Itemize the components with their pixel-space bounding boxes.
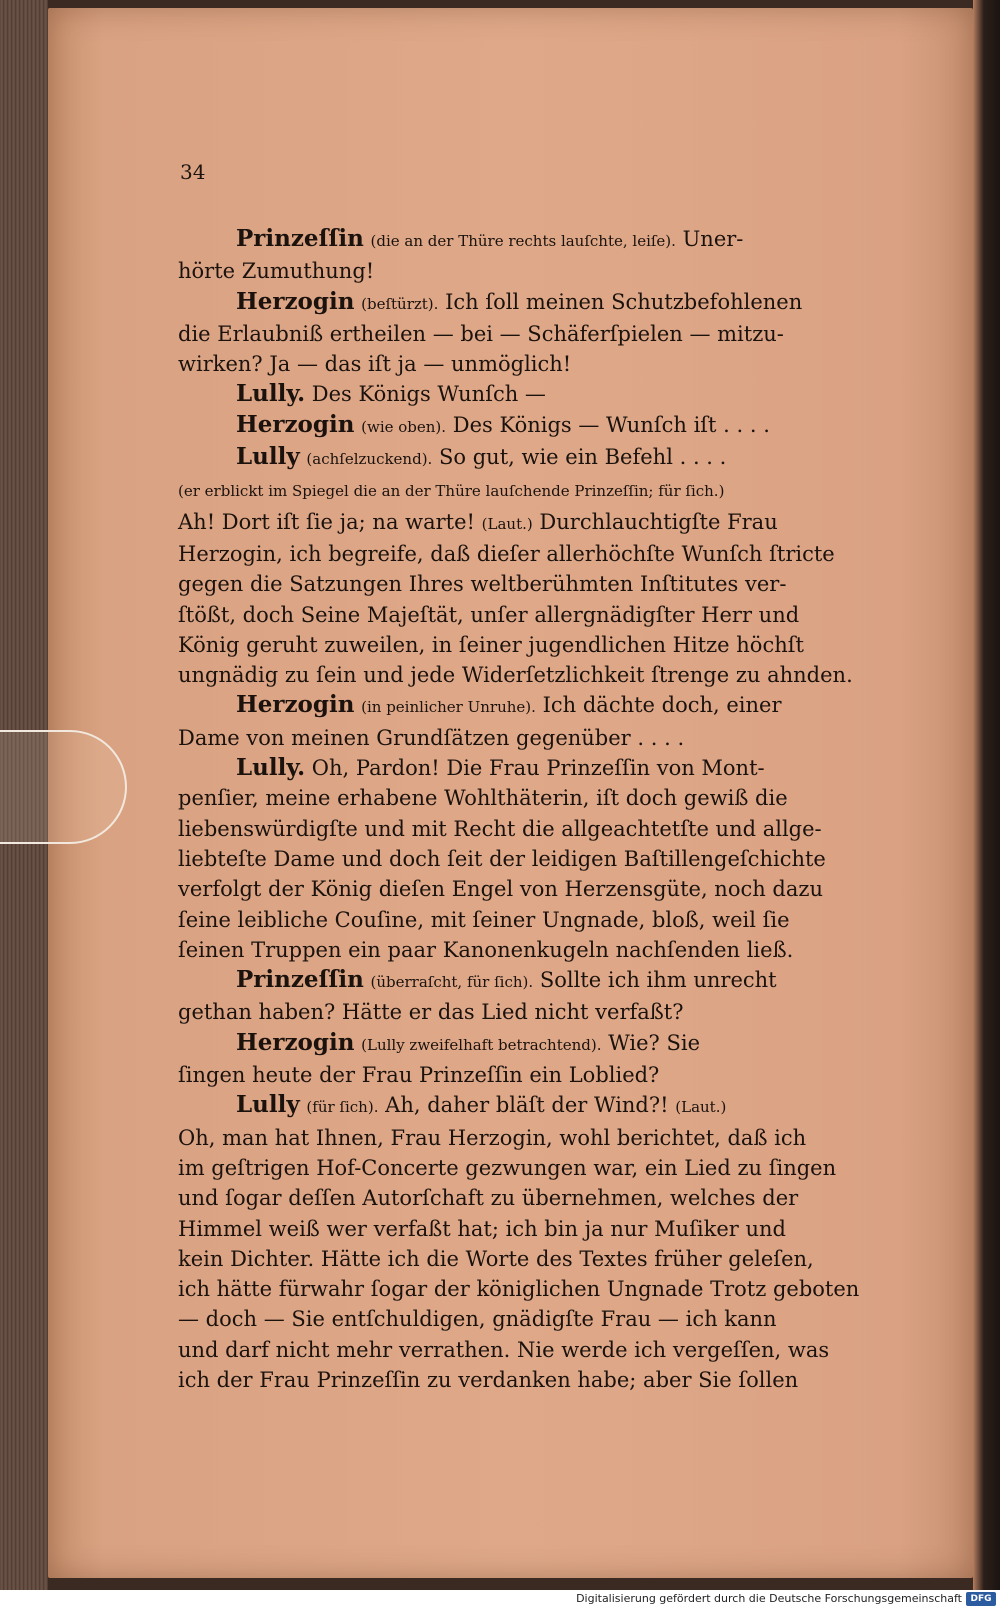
stage-direction: (beſtürzt). [361, 294, 439, 313]
text-line [178, 379, 903, 409]
speaker-name: Herzogin [236, 1028, 355, 1056]
line-text: Oh, Pardon! Die Frau Prinzeſſin von Mont- [311, 756, 765, 781]
stage-direction: (in peinlicher Unruhe). [361, 698, 536, 717]
text-line [178, 844, 903, 874]
text-line [178, 1214, 903, 1244]
line-text: kein Dichter. Hätte ich die Worte des Textes früher geleſen, [178, 1246, 814, 1271]
text-line [178, 1304, 903, 1334]
line-text: Durchlauchtigſte Frau [539, 509, 778, 534]
text-line [178, 1153, 903, 1183]
text-line [178, 474, 903, 506]
line-text: gethan haben? Hätte er das Lied nicht verfaßt? [178, 1000, 684, 1025]
line-text: Himmel weiß wer verfaßt hat; ich bin ja nur Muſiker und [178, 1216, 786, 1241]
footer-credit: Digitalisierung gefördert durch die Deutsche Forschungsgemeinschaft [576, 1592, 962, 1605]
text-line [178, 287, 903, 319]
line-text: Ah! Dort iſt ſie ja; na warte! [178, 509, 482, 534]
text-line [178, 723, 903, 753]
line-text: penſier, meine erhabene Wohlthäterin, iſt doch gewiß die [178, 786, 788, 811]
line-text: im geſtrigen Hof-Concerte gezwungen war, ein Lied zu ſingen [178, 1155, 837, 1180]
text-line [178, 1090, 903, 1122]
speaker-name: Prinzeſſin [236, 225, 364, 252]
text-line [178, 814, 903, 844]
stage-direction: (für ſich). [306, 1098, 379, 1117]
page-tab-marker [0, 730, 127, 844]
speaker-name: Lully [236, 1091, 300, 1119]
text-line [178, 1274, 903, 1304]
line-text: Uner- [682, 227, 744, 251]
line-text: ſeinen Truppen ein paar Kanonenkugeln nachſenden ließ. [178, 937, 794, 962]
text-line [178, 630, 903, 660]
text-line [178, 874, 903, 904]
text-line [178, 256, 903, 286]
text-line [178, 1244, 903, 1274]
text-line [178, 569, 903, 599]
line-text: hörte Zumuthung! [178, 259, 375, 284]
speaker-name: Lully [236, 443, 300, 471]
text-line [178, 935, 903, 965]
line-text: ſeine leibliche Couſine, mit ſeiner Ungnade, bloß, weil ſie [178, 907, 790, 932]
stage-direction: (überraſcht, für ſich). [370, 973, 534, 992]
stage-direction: (er erblickt im Spiegel die an der Thüre lauſchende Prinzeſſin; für ſich.) [178, 482, 725, 501]
line-text: Des Königs — Wunſch iſt . . . . [452, 412, 770, 437]
text-line [178, 507, 903, 539]
text-line [178, 1365, 903, 1395]
speaker-name: Herzogin [236, 287, 355, 315]
text-line [178, 783, 903, 813]
text-line [178, 1028, 903, 1060]
text-line [178, 1183, 903, 1213]
line-text: ungnädig zu ſein und jede Widerſetzlichkeit ſtrenge zu ahnden. [178, 663, 853, 688]
stage-direction: (Laut.) [481, 514, 533, 533]
text-line [178, 224, 903, 256]
line-text: Wie? Sie [608, 1030, 701, 1055]
line-text: ſingen heute der Frau Prinzeſſin ein Loblied? [178, 1063, 660, 1088]
text-line [178, 753, 903, 783]
line-text: — doch — Sie entſchuldigen, gnädigſte Frau — ich kann [178, 1307, 777, 1332]
text-line [178, 905, 903, 935]
line-text: Oh, man hat Ihnen, Frau Herzogin, wohl berichtet, daß ich [178, 1125, 807, 1150]
line-text: wirken? Ja — das iſt ja — unmöglich! [178, 352, 572, 377]
book-edge-right [973, 0, 1000, 1590]
line-text: Herzogin, ich begreife, daß dieſer allerhöchſte Wunſch ſtricte [178, 541, 835, 566]
text-line [178, 600, 903, 630]
line-text: Sollte ich ihm unrecht [539, 968, 777, 993]
text-line [178, 349, 903, 379]
line-text: Ah, daher bläſt der Wind?! [385, 1093, 676, 1118]
speaker-name: Prinzeſſin [236, 966, 364, 994]
text-line [178, 660, 903, 690]
dfg-logo-icon: DFG [966, 1592, 996, 1606]
text-line [178, 1123, 903, 1153]
line-text: und ſogar deſſen Autorſchaft zu übernehmen, welches der [178, 1186, 799, 1211]
stage-direction: (wie oben). [361, 417, 447, 436]
line-text: Ich dächte doch, einer [542, 693, 782, 718]
text-line [178, 965, 903, 997]
text-line [178, 410, 903, 442]
speaker-name: Lully. [236, 754, 306, 782]
text-line [178, 539, 903, 569]
text-line [178, 1060, 903, 1090]
line-text: König geruht zuweilen, in ſeiner jugendlichen Hitze höchſt [178, 632, 804, 657]
footer-bar [0, 1590, 1000, 1609]
stage-direction: (Laut.) [675, 1098, 727, 1117]
line-text: und darf nicht mehr verrathen. Nie werde ich vergeſſen, was [178, 1337, 830, 1362]
text-line [178, 442, 903, 474]
line-text: Ich ſoll meinen Schutzbefohlenen [445, 289, 803, 314]
page-number: 34 [180, 160, 206, 184]
stage-direction: (Lully zweifelhaft betrachtend). [361, 1035, 602, 1054]
stage-direction: (die an der Thüre rechts lauſchte, leiſe). [370, 232, 676, 250]
speaker-name: Herzogin [236, 691, 355, 719]
line-text: ich hätte fürwahr ſogar der königlichen Ungnade Trotz geboten [178, 1277, 860, 1302]
line-text: ich der Frau Prinzeſſin zu verdanken habe; aber Sie ſollen [178, 1367, 799, 1392]
line-text: liebteſte Dame und doch ſeit der leidigen Baſtillengeſchichte [178, 846, 826, 871]
page-text-body [178, 224, 903, 1395]
line-text: Des Königs Wunſch — [311, 382, 546, 407]
line-text: ſtößt, doch Seine Majeſtät, unſer allergnädigſter Herr und [178, 602, 800, 627]
line-text: die Erlaubniß ertheilen — bei — Schäferſpielen — mitzu- [178, 321, 784, 346]
text-line [178, 997, 903, 1027]
stage-direction: (achſelzuckend). [306, 450, 433, 469]
line-text: Dame von meinen Grundſätzen gegenüber . . . . [178, 725, 685, 750]
line-text: liebenswürdigſte und mit Recht die allgeachtetſte und allge- [178, 816, 822, 841]
line-text: gegen die Satzungen Ihres weltberühmten Inſtitutes ver- [178, 572, 787, 597]
speaker-name: Lully. [236, 380, 306, 408]
text-line [178, 319, 903, 349]
text-line [178, 690, 903, 722]
line-text: So gut, wie ein Befehl . . . . [439, 445, 727, 470]
line-text: verfolgt der König dieſen Engel von Herzensgüte, noch dazu [178, 877, 823, 902]
speaker-name: Herzogin [236, 410, 355, 438]
text-line [178, 1335, 903, 1365]
